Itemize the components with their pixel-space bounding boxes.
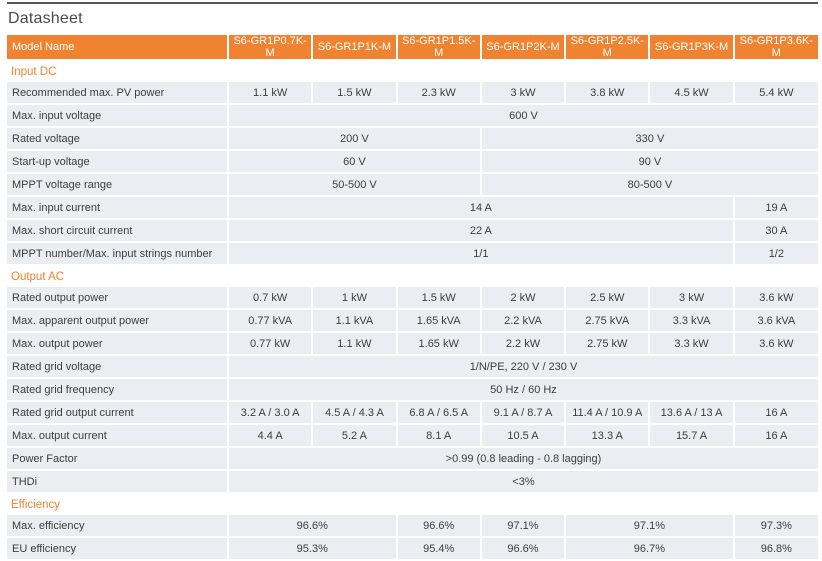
spec-row (7, 332, 818, 355)
spec-row (7, 470, 818, 493)
spec-row (7, 150, 818, 173)
value-cell: 3 kW (649, 286, 733, 309)
value-cell: 1.5 kW (312, 81, 396, 104)
value-cell: 50-500 V (228, 173, 481, 196)
spec-row (7, 355, 818, 378)
value-cell: 2.2 kVA (481, 309, 565, 332)
value-cell: 96.8% (734, 537, 818, 560)
spec-row (7, 309, 818, 332)
spec-row (7, 447, 818, 470)
value-cell: 3 kW (481, 81, 565, 104)
spec-row (7, 81, 818, 104)
value-cell: 80-500 V (481, 173, 818, 196)
spec-row (7, 104, 818, 127)
row-label: EU efficiency (7, 537, 228, 560)
row-label: Rated grid frequency (7, 378, 228, 401)
header-model-name: Model Name (7, 35, 228, 60)
row-label: Rated grid voltage (7, 355, 228, 378)
value-cell: 330 V (481, 127, 818, 150)
value-cell: 6.8 A / 6.5 A (397, 401, 481, 424)
table-header (7, 35, 818, 60)
value-cell: 1.1 kW (228, 81, 312, 104)
value-cell: 95.4% (397, 537, 481, 560)
value-cell: 97.3% (734, 514, 818, 537)
row-label: Rated grid output current (7, 401, 228, 424)
spec-row (7, 378, 818, 401)
value-cell: 97.1% (565, 514, 734, 537)
value-cell: 1.1 kVA (312, 309, 396, 332)
value-cell: 16 A (734, 401, 818, 424)
value-cell: 19 A (734, 196, 818, 219)
value-cell: 22 A (228, 219, 734, 242)
value-cell: 600 V (228, 104, 818, 127)
value-cell: 2.3 kW (397, 81, 481, 104)
row-label: Max. output power (7, 332, 228, 355)
value-cell: <3% (228, 470, 818, 493)
spec-row (7, 219, 818, 242)
row-label: Max. efficiency (7, 514, 228, 537)
row-label: Max. output current (7, 424, 228, 447)
value-cell: 13.3 A (565, 424, 649, 447)
spec-row (7, 242, 818, 265)
value-cell: 200 V (228, 127, 481, 150)
value-cell: 1.65 kW (397, 332, 481, 355)
value-cell: 14 A (228, 196, 734, 219)
value-cell: 1.1 kW (312, 332, 396, 355)
value-cell: 3.8 kW (565, 81, 649, 104)
value-cell: 4.5 A / 4.3 A (312, 401, 396, 424)
section-row-0 (7, 60, 818, 81)
value-cell: 97.1% (481, 514, 565, 537)
section-row-2 (7, 493, 818, 514)
top-divider (7, 2, 818, 4)
value-cell: 2 kW (481, 286, 565, 309)
row-label: Recommended max. PV power (7, 81, 228, 104)
value-cell: 96.7% (565, 537, 734, 560)
spec-row (7, 401, 818, 424)
value-cell: 9.1 A / 8.7 A (481, 401, 565, 424)
value-cell: 96.6% (228, 514, 397, 537)
value-cell: 2.5 kW (565, 286, 649, 309)
value-cell: 30 A (734, 219, 818, 242)
value-cell: 4.5 kW (649, 81, 733, 104)
row-label: Max. apparent output power (7, 309, 228, 332)
row-label: MPPT number/Max. input strings number (7, 242, 228, 265)
section-title: Efficiency (7, 493, 818, 514)
row-label: Power Factor (7, 447, 228, 470)
section-title: Input DC (7, 60, 818, 81)
spec-row (7, 196, 818, 219)
value-cell: 95.3% (228, 537, 397, 560)
row-label: Max. short circuit current (7, 219, 228, 242)
spec-row (7, 514, 818, 537)
value-cell: 1/1 (228, 242, 734, 265)
value-cell: 4.4 A (228, 424, 312, 447)
header-model-2: S6-GR1P1.5K-M (397, 35, 481, 60)
header-model-0: S6-GR1P0.7K-M (228, 35, 312, 60)
value-cell: 60 V (228, 150, 481, 173)
row-label: THDi (7, 470, 228, 493)
value-cell: 1.65 kVA (397, 309, 481, 332)
section-title: Output AC (7, 265, 818, 286)
value-cell: 90 V (481, 150, 818, 173)
value-cell: 96.6% (481, 537, 565, 560)
row-label: Rated output power (7, 286, 228, 309)
value-cell: 10.5 A (481, 424, 565, 447)
header-model-1: S6-GR1P1K-M (312, 35, 396, 60)
section-row-1 (7, 265, 818, 286)
value-cell: 16 A (734, 424, 818, 447)
spec-table (7, 35, 818, 561)
header-model-3: S6-GR1P2K-M (481, 35, 565, 60)
value-cell: 3.3 kVA (649, 309, 733, 332)
spec-row (7, 173, 818, 196)
row-label: Start-up voltage (7, 150, 228, 173)
value-cell: 13.6 A / 13 A (649, 401, 733, 424)
page-title: Datasheet (8, 10, 83, 27)
row-label: Max. input voltage (7, 104, 228, 127)
spec-row (7, 127, 818, 150)
value-cell: 1 kW (312, 286, 396, 309)
header-model-4: S6-GR1P2.5K-M (565, 35, 649, 60)
value-cell: 3.2 A / 3.0 A (228, 401, 312, 424)
value-cell: 3.6 kW (734, 332, 818, 355)
value-cell: 0.77 kW (228, 332, 312, 355)
value-cell: 50 Hz / 60 Hz (228, 378, 818, 401)
row-label: MPPT voltage range (7, 173, 228, 196)
spec-row (7, 424, 818, 447)
value-cell: 3.6 kW (734, 286, 818, 309)
row-label: Max. input current (7, 196, 228, 219)
value-cell: >0.99 (0.8 leading - 0.8 lagging) (228, 447, 818, 470)
row-label: Rated voltage (7, 127, 228, 150)
value-cell: 3.6 kVA (734, 309, 818, 332)
table-body (7, 60, 818, 560)
value-cell: 1/N/PE, 220 V / 230 V (228, 355, 818, 378)
header-row (7, 35, 818, 60)
value-cell: 3.3 kW (649, 332, 733, 355)
value-cell: 0.7 kW (228, 286, 312, 309)
spec-row (7, 286, 818, 309)
header-model-5: S6-GR1P3K-M (649, 35, 733, 60)
value-cell: 11.4 A / 10.9 A (565, 401, 649, 424)
value-cell: 2.75 kVA (565, 309, 649, 332)
header-model-6: S6-GR1P3.6K-M (734, 35, 818, 60)
value-cell: 2.75 kW (565, 332, 649, 355)
value-cell: 1/2 (734, 242, 818, 265)
value-cell: 5.4 kW (734, 81, 818, 104)
value-cell: 5.2 A (312, 424, 396, 447)
value-cell: 1.5 kW (397, 286, 481, 309)
value-cell: 96.6% (397, 514, 481, 537)
value-cell: 2.2 kW (481, 332, 565, 355)
value-cell: 0.77 kVA (228, 309, 312, 332)
value-cell: 8.1 A (397, 424, 481, 447)
value-cell: 15.7 A (649, 424, 733, 447)
